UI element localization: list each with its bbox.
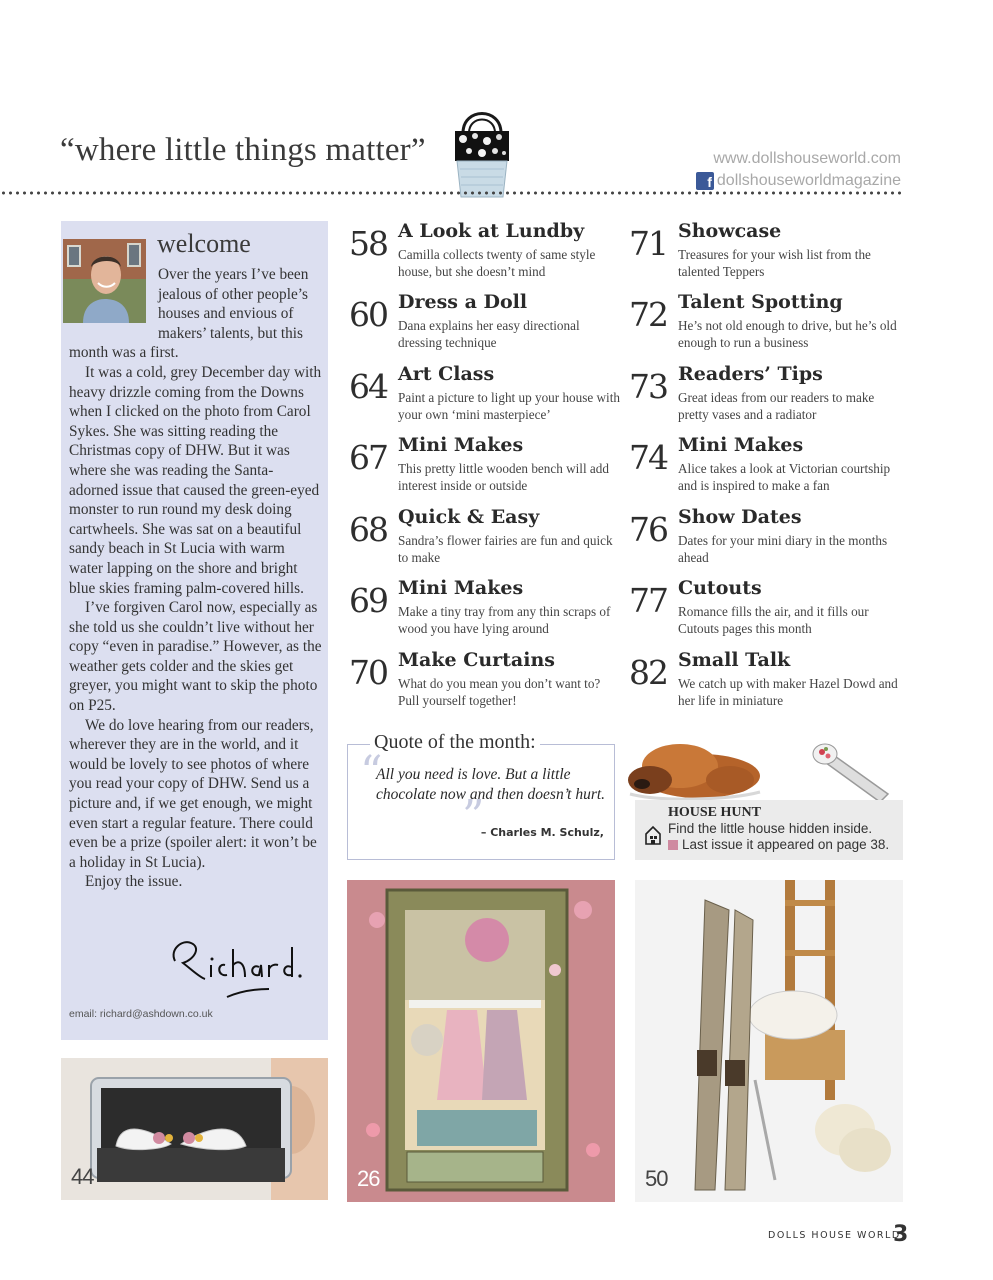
facebook-icon: f — [696, 172, 714, 190]
welcome-title: welcome — [157, 229, 251, 258]
contents-description: Treasures for your wish list from the talented Teppers — [678, 247, 871, 279]
contents-description: Alice takes a look at Victorian courtship and is inspired to make a fan — [678, 461, 891, 493]
quote-author: – Charles M. Schulz, — [480, 826, 604, 839]
contents-page-number: 58 — [349, 224, 387, 263]
welcome-paragraph: It was a cold, grey December day with heavy drizzle coming from the Downs when I clicked on the photo from Carol Sykes. She was sitting reading the Christmas copy of DHW. But it was where she was reading the Santa-adorned issue that caused the green-eyed monster to run round my desk doing cartwheels. She was sat on a beautiful sandy beach in St Lucia with warm water lapping on the shore and bright blue skies framing palm-covered hills. — [69, 363, 322, 597]
contents-title: Readers’ Tips — [678, 363, 823, 385]
contents-title: Small Talk — [678, 649, 791, 671]
contents-page-number: 72 — [629, 295, 667, 334]
contents-title: Quick & Easy — [398, 506, 540, 528]
contents-page-number: 64 — [349, 367, 387, 406]
contents-page-number: 60 — [349, 295, 387, 334]
contents-page-number: 73 — [629, 367, 667, 406]
contents-page-number: 69 — [349, 581, 387, 620]
facebook-handle: dollshouseworldmagazine — [716, 172, 901, 189]
photo-shoes[interactable] — [61, 1058, 328, 1200]
photo-page-number: 44 — [71, 1164, 94, 1189]
contents-page-number: 74 — [629, 438, 667, 477]
magazine-tagline: “where little things matter” — [60, 132, 426, 168]
contents-description: Dana explains her easy directional dressing technique — [398, 318, 580, 350]
contents-description: Paint a picture to light up your house with your own ‘mini masterpiece’ — [398, 390, 620, 422]
footer-page-number: 3 — [893, 1222, 909, 1247]
house-hunt-box — [635, 800, 903, 860]
photo-page-number: 50 — [645, 1166, 668, 1191]
contents-title: Show Dates — [678, 506, 802, 528]
contents-description: He’s not old enough to drive, but he’s old enough to run a business — [678, 318, 897, 350]
pink-square-icon — [668, 840, 678, 850]
photo-wardrobe[interactable] — [347, 880, 615, 1202]
contents-page-number: 70 — [349, 653, 387, 692]
contents-page-number: 68 — [349, 510, 387, 549]
handbag-illustration — [449, 103, 515, 199]
contents-description: Make a tiny tray from any thin scraps of wood you have lying around — [398, 604, 611, 636]
welcome-paragraph: We do love hearing from our readers, wherever they are in the world, and it would be lovely to see photos of where you read your copy of DHW. Send us a picture and, if we get enough, we might even start a regular feature. There could even be a prize (spoiler alert: it won’t be a holiday in St Lucia). — [69, 716, 317, 871]
contents-description: Dates for your mini diary in the months ahead — [678, 533, 888, 565]
house-hunt-title: HOUSE HUNT — [668, 805, 761, 820]
contents-description: This pretty little wooden bench will add interest inside or outside — [398, 461, 609, 493]
photo-page-number: 26 — [357, 1166, 380, 1191]
close-quote-icon: ” — [462, 791, 485, 842]
contents-title: Mini Makes — [678, 434, 804, 456]
contents-description: Romance fills the air, and it fills our Cutouts pages this month — [678, 604, 869, 636]
sleeping-dog-illustration — [620, 728, 905, 808]
contents-title: Make Curtains — [398, 649, 555, 671]
contents-title: Talent Spotting — [678, 291, 843, 313]
photo-skis[interactable] — [635, 880, 903, 1202]
contents-title: Art Class — [398, 363, 495, 385]
contents-description: Camilla collects twenty of same style house, but she doesn’t mind — [398, 247, 596, 279]
contents-description: What do you mean you don’t want to? Pull yourself together! — [398, 676, 601, 708]
welcome-panel — [61, 221, 328, 1040]
miniature-wardrobe-image — [347, 880, 615, 1202]
contents-page-number: 82 — [629, 653, 667, 692]
website-url[interactable]: www.dollshouseworld.com — [713, 150, 901, 167]
welcome-paragraph: Over the years I’ve been jealous of other people’s houses and envious of makers’ talents, but this month was a first. — [69, 266, 309, 362]
dotted-divider — [0, 190, 905, 196]
contents-title: Mini Makes — [398, 434, 524, 456]
contents-title: Showcase — [678, 220, 782, 242]
welcome-letter — [69, 265, 322, 892]
contents-page-number: 77 — [629, 581, 667, 620]
contents-description: Sandra’s flower fairies are fun and quick to make — [398, 533, 613, 565]
editor-signature — [161, 919, 311, 1009]
welcome-paragraph: Enjoy the issue. — [85, 873, 183, 891]
house-hunt-instruction: Find the little house hidden inside. — [668, 821, 873, 836]
house-hunt-last-issue — [668, 837, 889, 852]
welcome-paragraph: I’ve forgiven Carol now, especially as she told us she couldn’t live without her copy “even in paradise.” However, as the weather gets colder and the skies get greyer, you might want to skip the photo on P25. — [69, 599, 322, 715]
contents-page-number: 76 — [629, 510, 667, 549]
facebook-link[interactable] — [696, 172, 901, 190]
open-quote-icon: “ — [360, 747, 383, 798]
contents-description: We catch up with maker Hazel Dowd and her life in miniature — [678, 676, 898, 708]
editor-email[interactable]: email: richard@ashdown.co.uk — [69, 1008, 213, 1020]
contents-description: Great ideas from our readers to make pretty vases and a radiator — [678, 390, 875, 422]
quote-of-the-month — [347, 731, 615, 860]
house-hunt-last-issue-text: Last issue it appeared on page 38. — [682, 837, 890, 852]
contents-title: Cutouts — [678, 577, 762, 599]
house-icon — [644, 824, 662, 846]
shoes-in-box-image — [61, 1058, 328, 1200]
contents-title: A Look at Lundby — [398, 220, 585, 242]
contents-title: Mini Makes — [398, 577, 524, 599]
contents-title: Dress a Doll — [398, 291, 528, 313]
contents-page-number: 67 — [349, 438, 387, 477]
miniature-skis-image — [635, 880, 903, 1202]
quote-text: All you need is love. But a little chocolate now and then doesn’t hurt. — [376, 766, 606, 803]
contents-page-number: 71 — [629, 224, 667, 263]
quote-heading: Quote of the month: — [370, 731, 540, 754]
footer-magazine-name: DOLLS HOUSE WORLD — [768, 1230, 901, 1241]
